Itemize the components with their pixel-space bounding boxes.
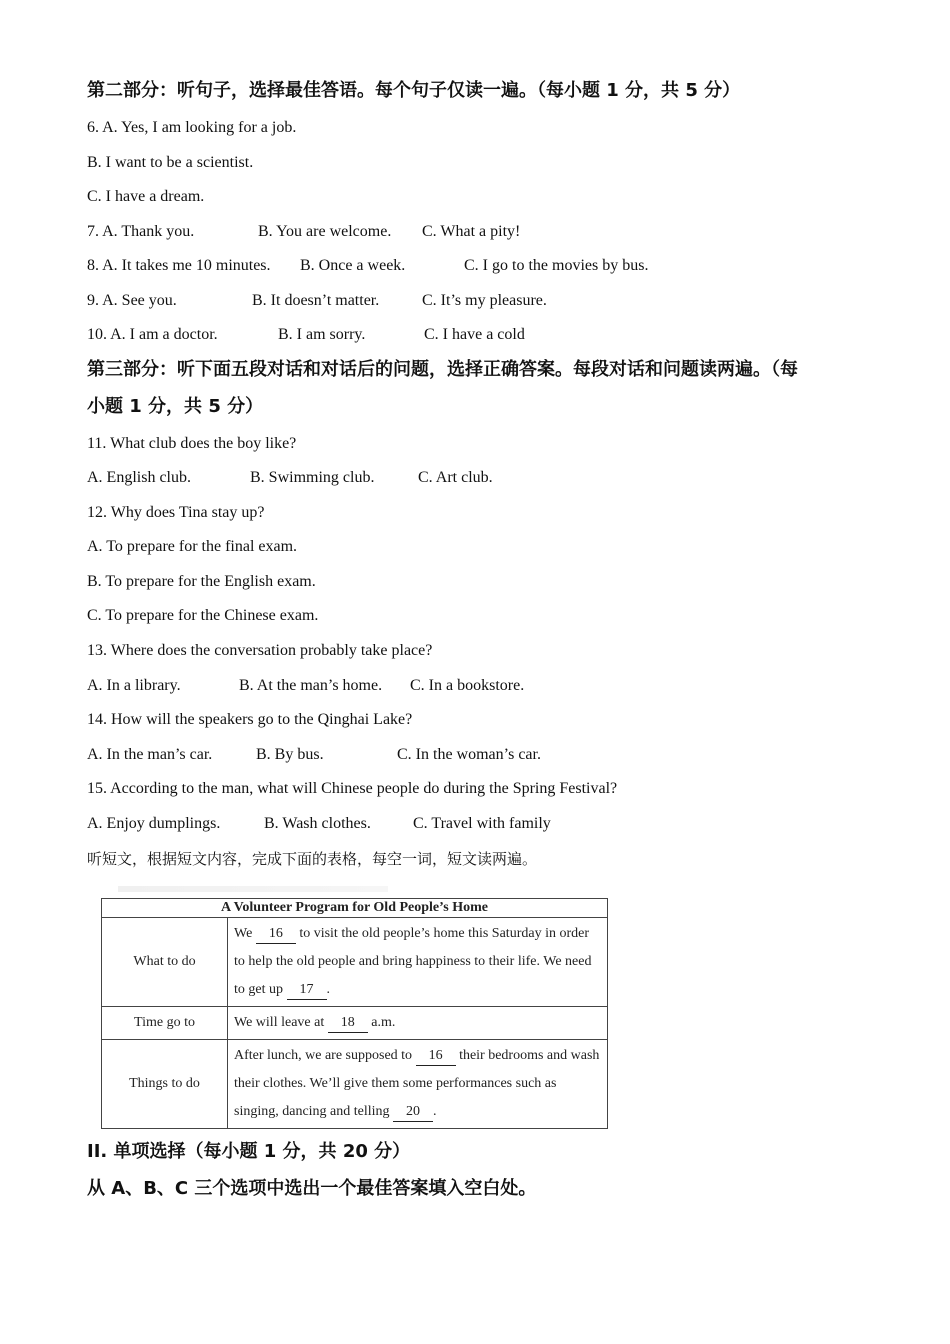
q12-stem: 12. Why does Tina stay up? [87,504,265,521]
q11-option-b: B. Swimming club. [250,469,375,486]
part2-heading: 第二部分：听句子，选择最佳答语。每个句子仅读一遍。（每小题 1 分，共 5 分） [87,80,741,101]
row-label-what-to-do: What to do [102,918,228,1007]
row-text-time-go-to [228,1007,608,1040]
volunteer-program-table [101,898,608,1129]
q15-option-c: C. Travel with family [413,815,551,832]
q10-option-b: B. I am sorry. [278,326,366,343]
q6-option-c: C. I have a dream. [87,188,205,205]
part4-instruction: 听短文，根据短文内容，完成下面的表格，每空一词，短文读两遍。 [87,850,538,868]
row1-text-3: . [326,982,330,997]
blank-19: 16 [416,1047,456,1066]
q8-option-b: B. Once a week. [300,257,406,274]
part3-heading-line1: 第三部分：听下面五段对话和对话后的问题，选择正确答案。每段对话和问题读两遍。（每 [87,359,798,380]
row-label-time-go-to: Time go to [102,1007,228,1040]
section2-instruction: 从 A、B、C 三个选项中选出一个最佳答案填入空白处。 [87,1178,537,1199]
q7-option-c: C. What a pity! [422,223,521,240]
q15-stem: 15. According to the man, what will Chinese people do during the Spring Festival? [87,780,618,797]
row2-text-1: We will leave at [234,1015,325,1030]
q6-option-a: 6. A. Yes, I am looking for a job. [87,119,297,136]
q12-option-b: B. To prepare for the English exam. [87,573,316,590]
q15-option-b: B. Wash clothes. [264,815,371,832]
scan-artifact [118,886,388,892]
q15-option-a: A. Enjoy dumplings. [87,815,221,832]
row1-text-1: We [234,926,253,941]
q9-option-c: C. It’s my pleasure. [422,292,547,309]
q10-option-c: C. I have a cold [424,326,525,343]
blank-18: 18 [328,1014,368,1033]
q9-option-b: B. It doesn’t matter. [252,292,380,309]
row3-text-1: After lunch, we are supposed to [234,1048,413,1063]
blank-16: 16 [256,925,296,944]
row-text-things-to-do [228,1040,608,1129]
blank-20: 20 [393,1103,433,1122]
q6-option-b: B. I want to be a scientist. [87,154,254,171]
q12-option-c: C. To prepare for the Chinese exam. [87,607,319,624]
row-label-things-to-do: Things to do [102,1040,228,1129]
q11-stem: 11. What club does the boy like? [87,435,297,452]
q8-option-c: C. I go to the movies by bus. [464,257,649,274]
q10-option-a: 10. A. I am a doctor. [87,326,218,343]
q14-stem: 14. How will the speakers go to the Qinghai Lake? [87,711,413,728]
part3-heading-line2: 小题 1 分，共 5 分） [87,396,264,417]
row1-text-2: to visit the old people’s home this Saturday in order to help the old people and bring happiness to their life. We need to get up [234,926,592,997]
q7-option-b: B. You are welcome. [258,223,392,240]
row3-text-3: . [433,1104,437,1119]
q14-option-c: C. In the woman’s car. [397,746,541,763]
blank-17: 17 [287,981,327,1000]
q7-option-a: 7. A. Thank you. [87,223,195,240]
q13-option-b: B. At the man’s home. [239,677,383,694]
q13-option-c: C. In a bookstore. [410,677,525,694]
row-text-what-to-do [228,918,608,1007]
table-title: A Volunteer Program for Old People’s Home [102,899,608,918]
q11-option-c: C. Art club. [418,469,493,486]
q11-option-a: A. English club. [87,469,191,486]
q13-option-a: A. In a library. [87,677,181,694]
q14-option-a: A. In the man’s car. [87,746,213,763]
row3-text-2: their bedrooms and wash their clothes. We’ll give them some performances such as singing, dancing and telling [234,1048,600,1119]
q8-option-a: 8. A. It takes me 10 minutes. [87,257,271,274]
section2-heading: II. 单项选择（每小题 1 分，共 20 分） [87,1141,411,1162]
q9-option-a: 9. A. See you. [87,292,177,309]
q13-stem: 13. Where does the conversation probably take place? [87,642,433,659]
q12-option-a: A. To prepare for the final exam. [87,538,298,555]
q14-option-b: B. By bus. [256,746,324,763]
row2-text-2: a.m. [371,1015,396,1030]
